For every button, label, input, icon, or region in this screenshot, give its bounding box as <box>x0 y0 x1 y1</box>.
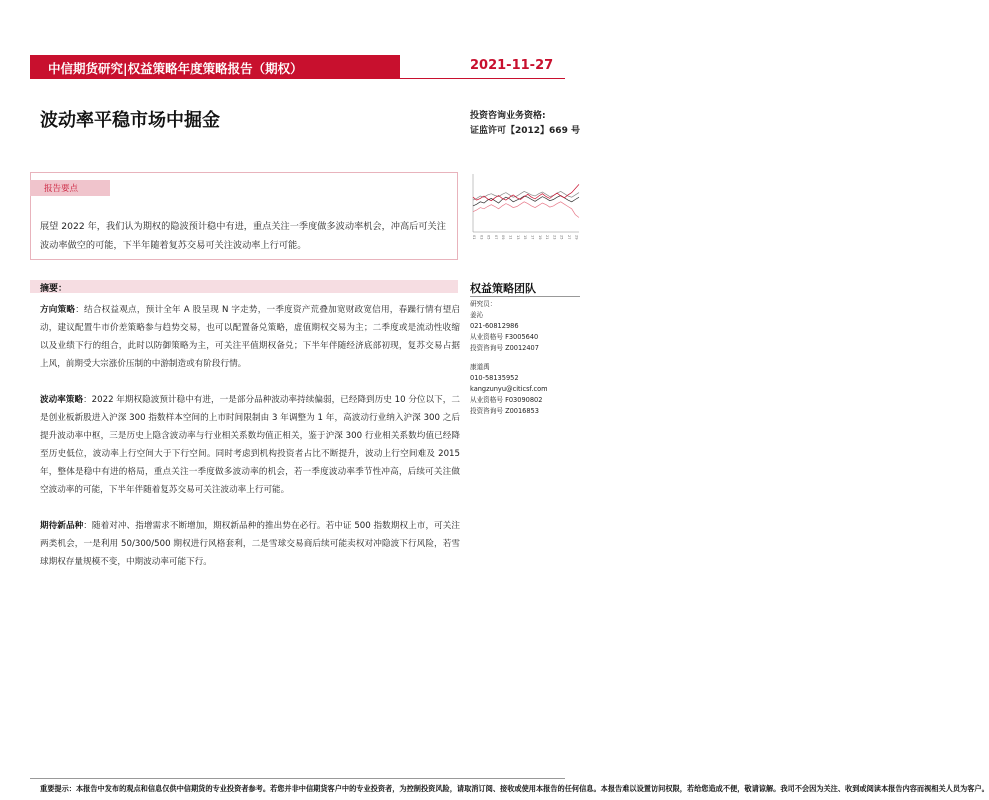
paragraph-label: 期待新品种 <box>40 521 84 531</box>
x-tick-label: 15 <box>523 235 528 240</box>
paragraph-label: 方向策略 <box>40 305 76 315</box>
series-line-s3 <box>473 202 579 218</box>
footer-divider <box>30 778 565 779</box>
paragraph-label: 波动率策略 <box>40 395 84 405</box>
header-title: 中信期货研究|权益策略年度策略报告（期权） <box>48 61 303 76</box>
thumbnail-chart <box>465 170 583 254</box>
member2-advisory: 投资咨询号 Z0016853 <box>470 407 539 415</box>
page-title: 波动率平稳市场中掘金 <box>40 110 220 131</box>
member1-advisory: 投资咨询号 Z0012407 <box>470 344 539 352</box>
team-role: 研究员： <box>470 300 497 308</box>
paragraph-direction-strategy <box>40 301 460 373</box>
qualification-label: 投资咨询业务资格: <box>470 111 546 121</box>
member2-cert: 从业资格号 F03090802 <box>470 396 543 404</box>
paragraph-volatility-strategy <box>40 391 460 499</box>
member2-phone: 010-58135952 <box>470 374 519 382</box>
mini-chart-svg <box>465 170 583 254</box>
x-tick-label: 01 <box>472 235 476 240</box>
paragraph-new-products <box>40 517 460 571</box>
footer-disclaimer: 重要提示：本报告中发布的观点和信息仅供中信期货的专业投资者参考。若您并非中信期货客户中的专业投资者，为控制投资风险，请取消订阅、接收或使用本报告的任何信息。本报告难以设置访问权限，若给您造成不便，敬请谅解。我司不会因为关注、收到或阅读本报告内容而视相关人员为客户。 <box>40 784 989 793</box>
x-tick-label: 29 <box>574 235 579 240</box>
team-divider <box>470 296 580 297</box>
qualification-value: 证监许可【2012】669 号 <box>470 126 580 136</box>
summary-text: 展望 2022 年，我们认为期权的隐波预计稳中有进，重点关注一季度做多波动率机会，冲高后可关注波动率做空的可能，下半年随着复苏交易可关注波动率上行可能。 <box>40 221 446 251</box>
member2-name: 康道禹 <box>470 363 490 371</box>
x-tick-label: 17 <box>530 235 535 240</box>
x-tick-label: 25 <box>559 235 564 240</box>
paragraph-text: ：2022 年期权隐波预计稳中有进，一是部分品种波动率持续偏弱，已经降到历史 10 分位以下，二是创业板新股进入沪深 300 指数样本空间的上市时间限制由 3 年调整为 1 年，高波动行业纳入沪深 300 之后提升波动率中枢，三是历史上隐含波动率与行业相关系数均值正相关，鉴于沪深 300 行业相关系数均值已经降至历史低位，波动率上行空间大于下行空间。同时考虑到机构投资者占比不断提升，波动上行空间难及 2015 年，整体是稳中有进的格局，重点关注一季度做多波动率的机会，若一季度波动率季节性冲高，后续可关注做空波动率的可能，下半年伴随着复苏交易可关注波动率上行可能。 <box>40 395 460 495</box>
x-tick-label: 05 <box>486 235 491 240</box>
abstract-label: 摘要： <box>40 284 68 294</box>
x-tick-label: 11 <box>508 235 513 240</box>
report-date: 2021-11-27 <box>470 58 554 73</box>
header-divider <box>30 78 565 79</box>
x-tick-label: 07 <box>493 235 498 240</box>
member1-name: 姜沁 <box>470 311 484 319</box>
paragraph-text: ：结合权益观点，预计全年 A 股呈现 N 字走势，一季度资产荒叠加宽财政宽信用，春躁行情有望启动，建议配置牛市价差策略参与趋势交易，也可以配置备兑策略，虚值期权交易为主；二季度或是流动性收缩以及业绩下行的组合，此时以防御策略为主，可关注平值期权备兑；下半年伴随经济底部初现，复苏交易占据上风，前期受大宗涨价压制的中游制造或有阶段行情。 <box>40 305 460 369</box>
x-tick-label: 27 <box>567 235 572 240</box>
x-tick-label: 03 <box>479 235 484 240</box>
abstract-bar <box>30 280 458 293</box>
x-tick-label: 19 <box>537 235 542 240</box>
member1-phone: 021-60812986 <box>470 322 519 330</box>
x-tick-label: 09 <box>501 235 506 240</box>
team-title: 权益策略团队 <box>470 282 536 295</box>
member2-email[interactable]: kangzunyu@citicsf.com <box>470 385 548 393</box>
x-tick-label: 23 <box>552 235 557 240</box>
member1-cert: 从业资格号 F3005640 <box>470 333 539 341</box>
summary-tag-label: 报告要点 <box>44 184 79 194</box>
x-tick-label: 13 <box>515 235 520 240</box>
paragraph-text: ：随着对冲、指增需求不断增加，期权新品种的推出势在必行。若中证 500 指数期权上市，可关注两类机会，一是利用 50/300/500 期权进行风格套利，二是雪球交易商后续可能卖权对冲隐波下行风险，若雪球期权存量规模不变，中期波动率可能下行。 <box>40 521 460 567</box>
x-tick-label: 21 <box>545 235 550 240</box>
